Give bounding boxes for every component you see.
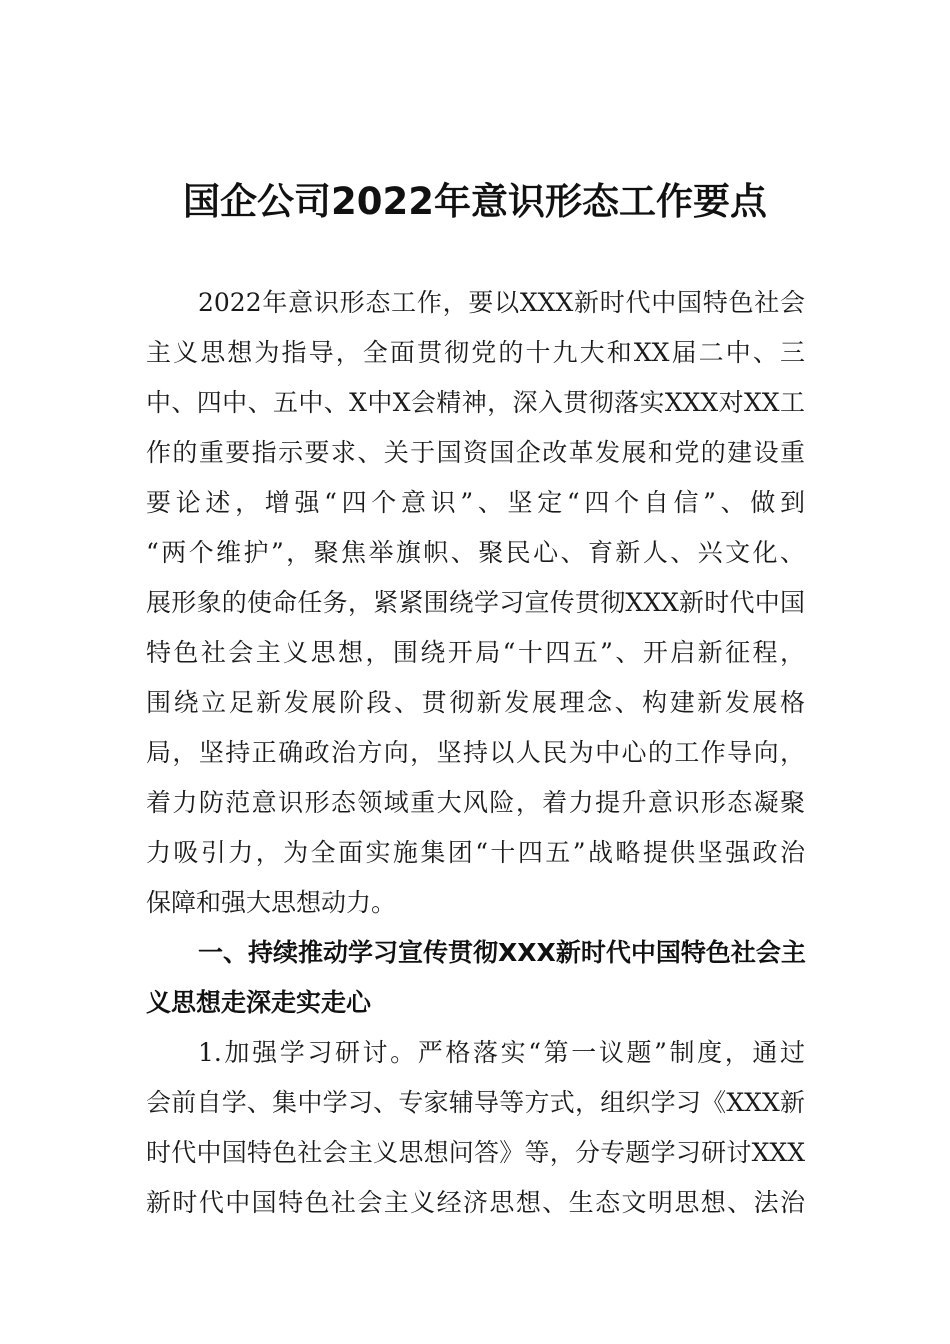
- intro-line: 力吸引力，为全面实施集团“十四五”战略提供坚强政治: [146, 838, 805, 867]
- intro-line: 保障和强大思想动力。: [146, 888, 397, 917]
- document-title: 国企公司2022年意识形态工作要点: [183, 180, 767, 223]
- intro-line: 主义思想为指导，全面贯彻党的十九大和XX届二中、三: [146, 338, 805, 367]
- intro-line: 作的重要指示要求、关于国资国企改革发展和党的建设重: [146, 438, 805, 467]
- intro-line: 中、四中、五中、X中X会精神，深入贯彻落实XXX对XX工: [146, 388, 805, 417]
- intro-line: 特色社会主义思想，围绕开局“十四五”、开启新征程，: [146, 638, 805, 667]
- item-line: 1.加强学习研讨。严格落实“第一议题”制度，通过: [198, 1038, 805, 1067]
- item-line: 时代中国特色社会主义思想问答》等，分专题学习研讨XXX: [146, 1138, 805, 1167]
- item-line: 会前自学、集中学习、专家辅导等方式，组织学习《XXX新: [146, 1088, 805, 1117]
- intro-line: 围绕立足新发展阶段、贯彻新发展理念、构建新发展格: [146, 688, 805, 717]
- section-heading: 一、持续推动学习宣传贯彻XXX新时代中国特色社会主: [198, 938, 806, 967]
- intro-line: 展形象的使命任务，紧紧围绕学习宣传贯彻XXX新时代中国: [146, 588, 805, 617]
- intro-line: 着力防范意识形态领域重大风险，着力提升意识形态凝聚: [146, 788, 805, 817]
- intro-line: 要论述，增强“四个意识”、坚定“四个自信”、做到: [146, 488, 805, 517]
- intro-line: “两个维护”，聚焦举旗帜、聚民心、育新人、兴文化、: [146, 538, 805, 567]
- intro-line: 2022年意识形态工作，要以XXX新时代中国特色社会: [198, 288, 805, 317]
- intro-line: 局，坚持正确政治方向，坚持以人民为中心的工作导向，: [146, 738, 805, 767]
- item-line: 新时代中国特色社会主义经济思想、生态文明思想、法治: [146, 1188, 805, 1217]
- section-heading: 义思想走深走实走心: [146, 988, 372, 1017]
